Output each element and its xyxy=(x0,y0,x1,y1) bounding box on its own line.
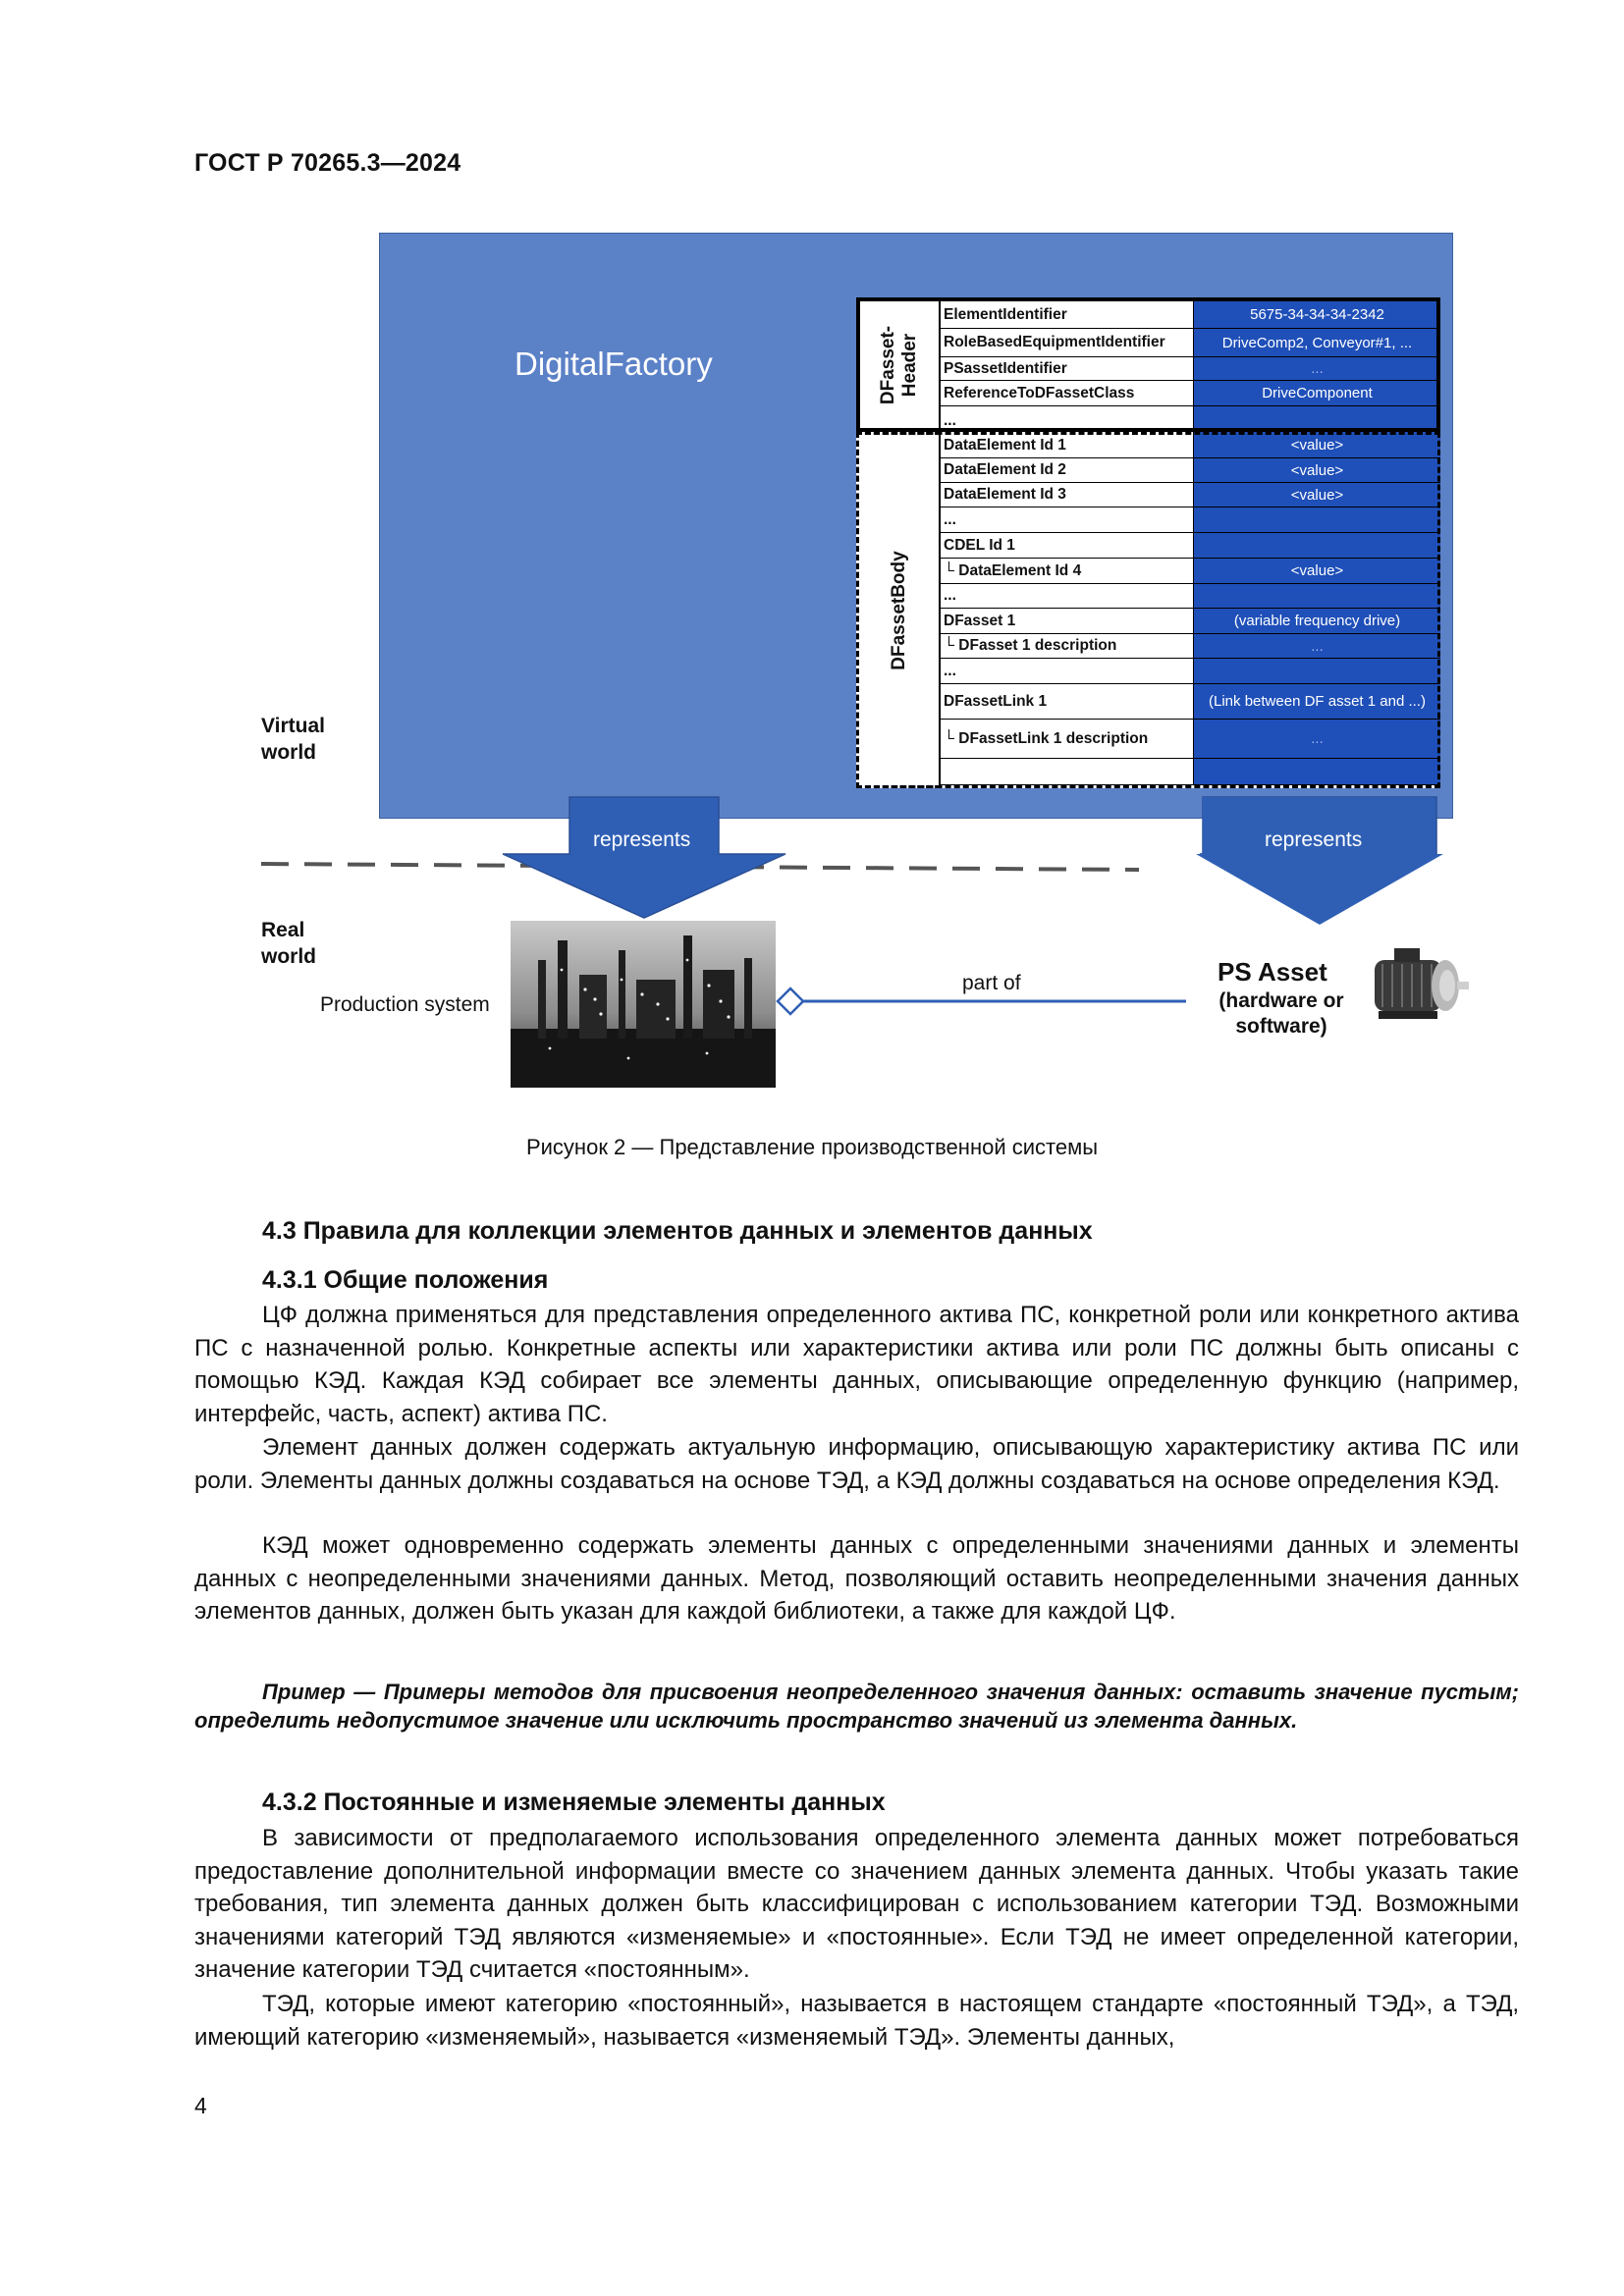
digital-factory-label: DigitalFactory xyxy=(514,346,713,382)
body-row-value: <value> xyxy=(1194,433,1440,457)
section-4-3-1-heading: 4.3.1 Общие положения xyxy=(262,1266,549,1294)
production-system-label: Production system xyxy=(320,993,490,1016)
section-4-3-2-heading: 4.3.2 Постоянные и изменяемые элементы данных xyxy=(262,1789,886,1816)
body-row-name: CDEL Id 1 xyxy=(941,533,1194,558)
body-row-value: <value> xyxy=(1194,483,1440,507)
body-row-value: <value> xyxy=(1194,458,1440,482)
dfasset-body-label: DFassetBody xyxy=(888,550,909,670)
body-row-name: DataElement Id 3 xyxy=(941,483,1194,507)
body-row-value: (Link between DF asset 1 and ...) xyxy=(1194,684,1440,719)
header-row-value: ... xyxy=(1194,357,1440,380)
paragraph-4-3-1-1: ЦФ должна применяться для представления определенного актива ПС, конкретной роли или конкретного актива ПС с назначенной ролью. Конкретные аспекты или характеристики актива или роли ПС должны быть описаны с помощью КЭД. Каждая КЭД собирает все элементы данных, описывающие определенную функцию (например, интерфейс, часть, аспект) актива ПС. xyxy=(194,1302,1519,1427)
body-row-value: ... xyxy=(1194,634,1440,658)
paragraph-4-3-2-2: ТЭД, которые имеют категорию «постоянный», называется в настоящем стандарте «постоянный ТЭД», а ТЭД, имеющий категорию «изменяемый», называется «изменяемый ТЭД». Элементы данных, xyxy=(194,1991,1519,2051)
virtual-world-label: Virtual world xyxy=(261,715,325,764)
body-row-name: ... xyxy=(941,507,1194,532)
header-row-name: RoleBasedEquipmentIdentifier xyxy=(941,329,1194,356)
dfasset-header-label: DFasset-Header xyxy=(878,325,920,404)
represents-arrow-right-head xyxy=(1196,854,1443,925)
body-row-value: ... xyxy=(1194,720,1440,758)
section-4-3-heading: 4.3 Правила для коллекции элементов данных и элементов данных xyxy=(262,1217,1093,1245)
body-row-name: DFasset 1 xyxy=(941,609,1194,633)
header-row-value: DriveComponent xyxy=(1194,381,1440,405)
document-header: ГОСТ Р 70265.3—2024 xyxy=(194,149,461,177)
header-row-name: ElementIdentifier xyxy=(941,301,1194,328)
header-row-value: 5675-34-34-34-2342 xyxy=(1194,301,1440,328)
body-row-name: └ DataElement Id 4 xyxy=(941,559,1194,583)
page-number: 4 xyxy=(194,2093,207,2118)
body-row-value: (variable frequency drive) xyxy=(1194,609,1440,633)
part-of-label: part of xyxy=(962,972,1021,994)
example-note: Пример — Примеры методов для присвоения неопределенного значения данных: оставить значение пустым; определить недопустимое значение или исключить пространство значений из элемента данных. xyxy=(194,1680,1519,1733)
header-row-name: ReferenceToDFassetClass xyxy=(941,381,1194,405)
body-row-name: DataElement Id 2 xyxy=(941,458,1194,482)
production-system-photo xyxy=(511,921,776,1088)
aggregation-diamond xyxy=(778,988,803,1014)
paragraph-4-3-1-2: Элемент данных должен содержать актуальную информацию, описывающую характеристику актива ПС или роли. Элементы данных должны создаваться на основе ТЭД, а КЭД должны создаваться на основе определения КЭД. xyxy=(194,1434,1519,1494)
represents-arrow-left xyxy=(503,797,785,918)
represents-label-right: represents xyxy=(1265,828,1363,851)
ps-asset-title: PS Asset xyxy=(1218,957,1327,987)
body-row-name: DataElement Id 1 xyxy=(941,433,1194,457)
body-row-value: <value> xyxy=(1194,559,1440,583)
body-row-name: └ DFassetLink 1 description xyxy=(941,720,1194,758)
body-row-name: └ DFasset 1 description xyxy=(941,634,1194,658)
body-row-name: DFassetLink 1 xyxy=(941,684,1194,719)
represents-label-left: represents xyxy=(593,828,691,851)
header-row-value: DriveComp2, Conveyor#1, ... xyxy=(1194,329,1440,356)
body-row-name: ... xyxy=(941,584,1194,608)
paragraph-4-3-2-1: В зависимости от предполагаемого использования определенного элемента данных может потребоваться предоставление дополнительной информации вместе со значением данных элемента данных. Чтобы указать такие требования, тип элемента данных должен быть классифицирован с использованием категории ТЭД. Возможными значениями категорий ТЭД являются «изменяемые» и «постоянные». Если ТЭД не имеет определенной категории, значение категории ТЭД считается «постоянным». xyxy=(194,1825,1519,1983)
ps-asset-subtitle: (hardware or software) xyxy=(1218,989,1344,1038)
figure-caption: Рисунок 2 — Представление производственной системы xyxy=(525,1135,1099,1159)
body-row-name: ... xyxy=(941,659,1194,683)
header-row-name: ... xyxy=(941,406,1194,435)
header-row-name: PSassetIdentifier xyxy=(941,357,1194,380)
real-world-label: Real world xyxy=(261,919,316,968)
motor-icon xyxy=(1365,942,1473,1031)
paragraph-4-3-1-3: КЭД может одновременно содержать элементы данных с определенными значениями данных и элементы данных с неопределенными значениями данных. Метод, позволяющий оставить неопределенными значения данных элементов данных, должен быть указан для каждой библиотеки, а также для каждой ЦФ. xyxy=(194,1532,1519,1625)
